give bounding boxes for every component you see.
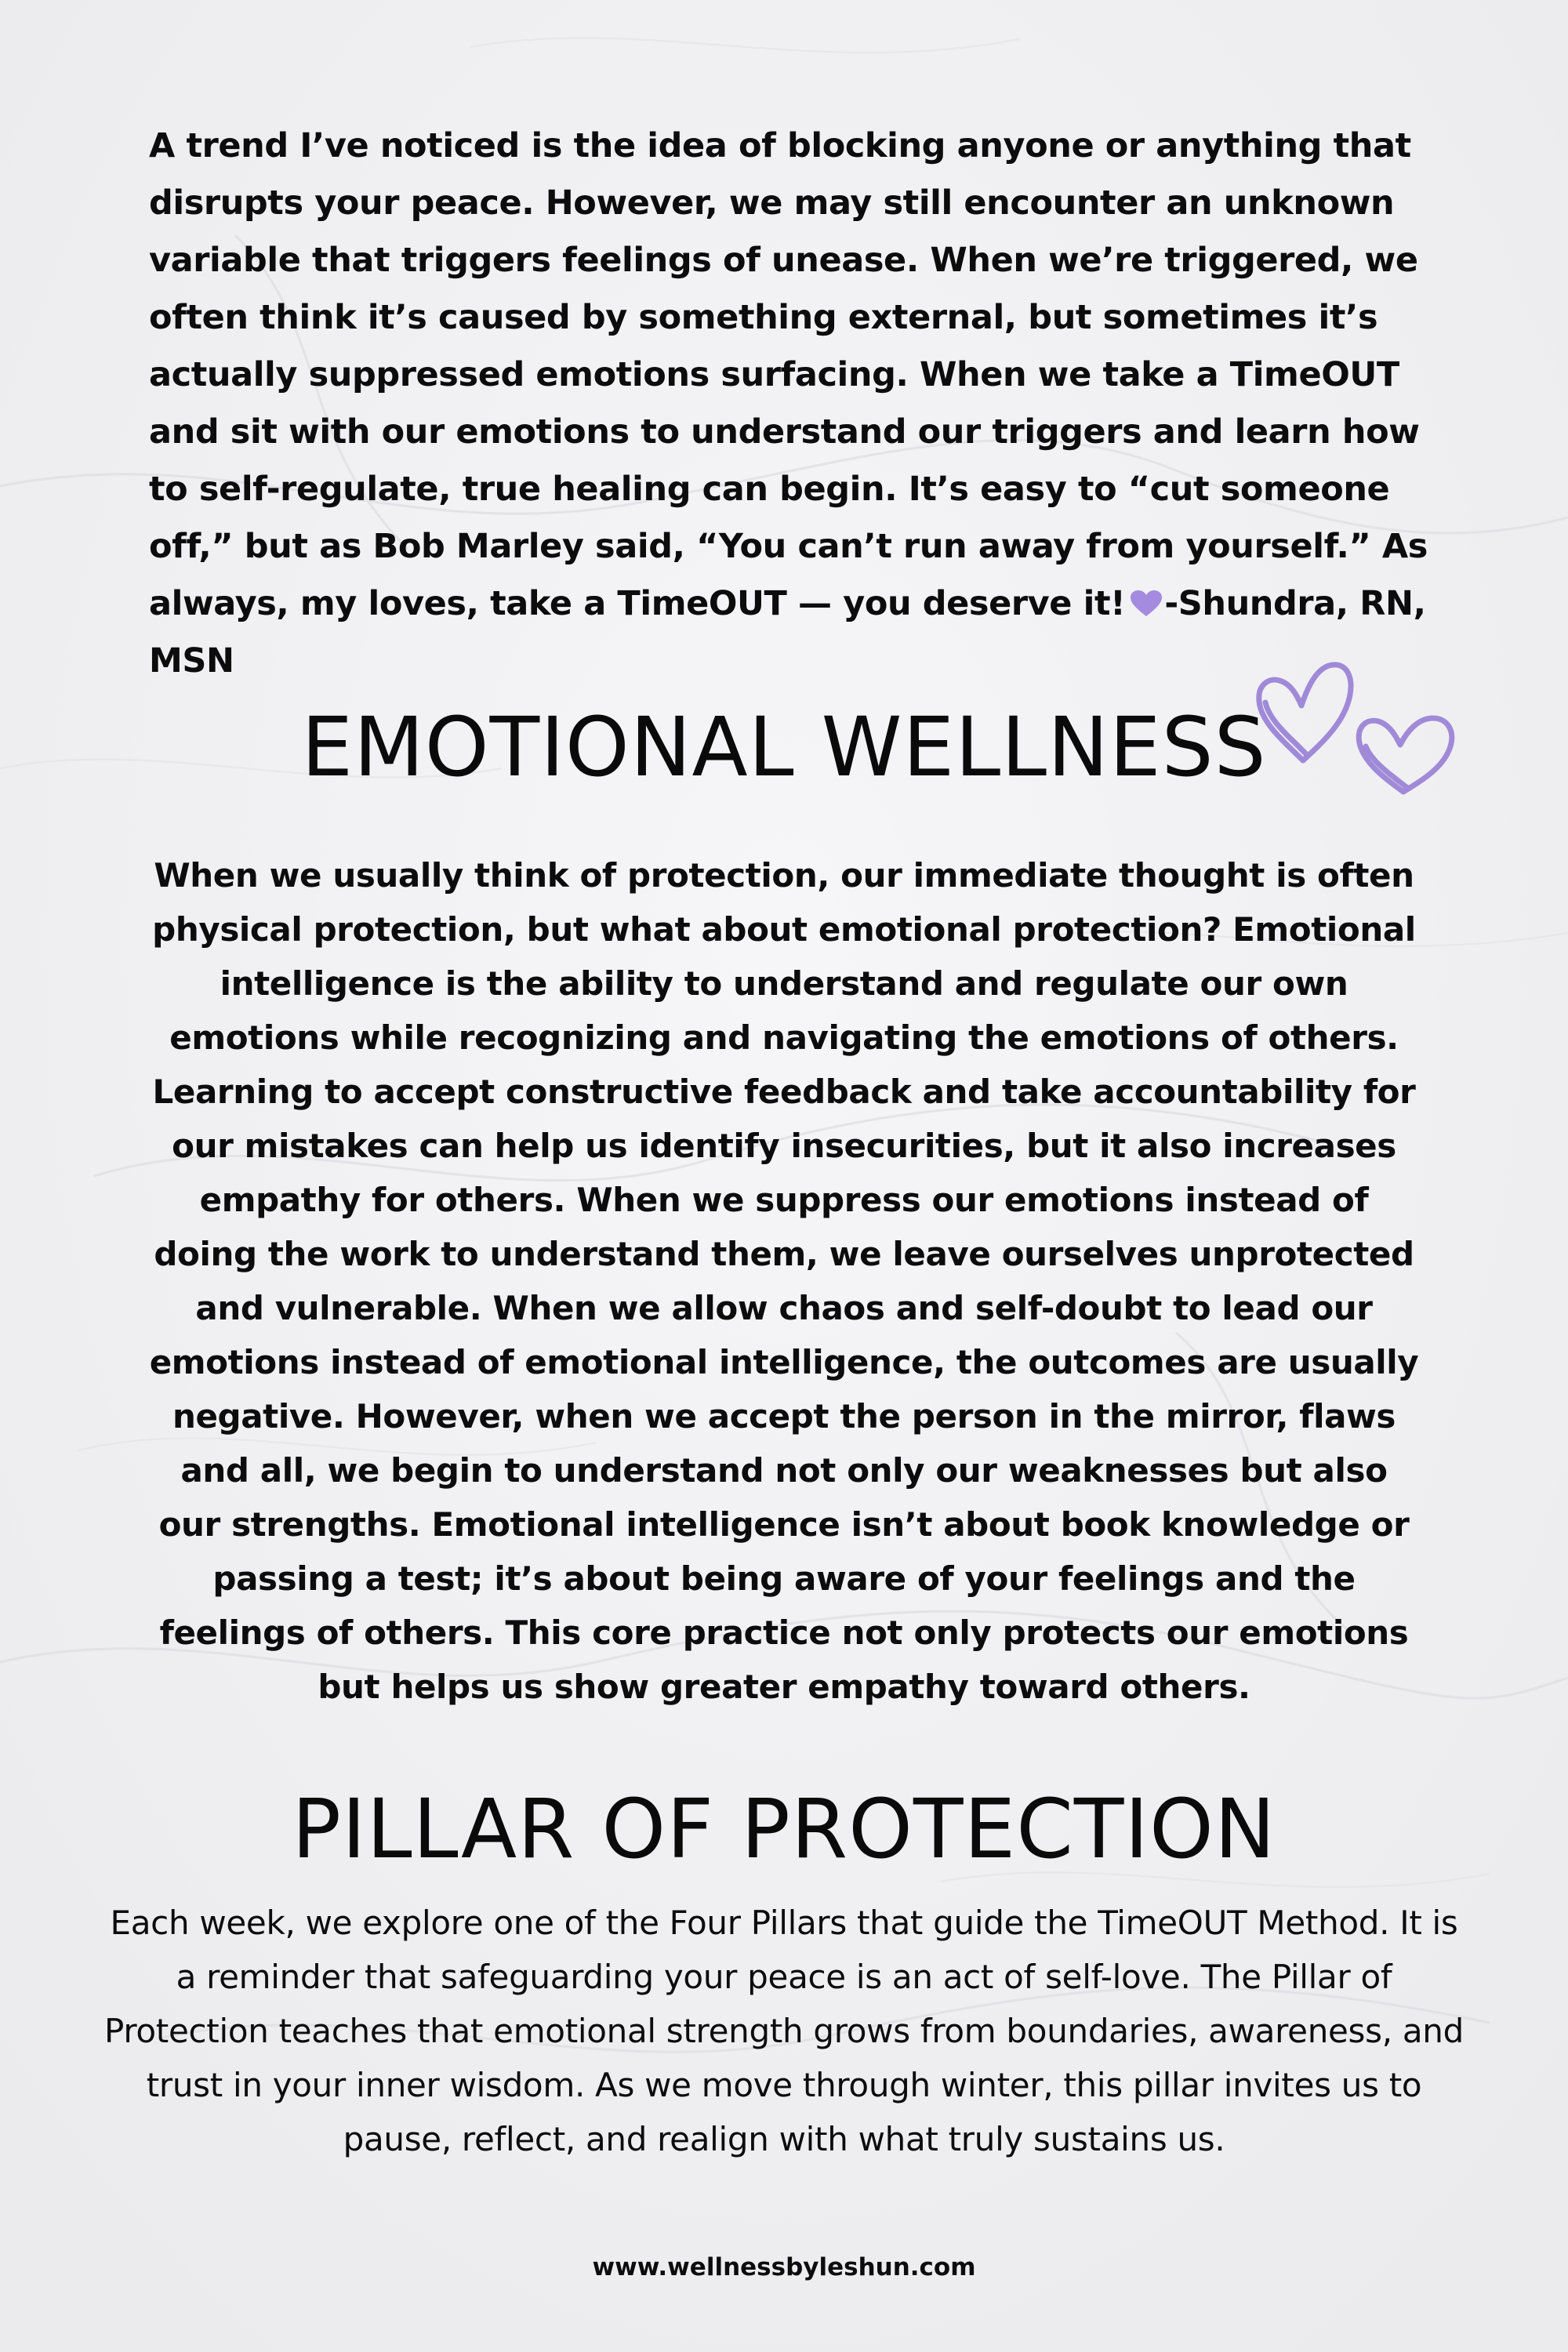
footer-website-url: www.wellnessbyleshun.com [592,2253,976,2281]
intro-paragraph [149,118,1443,690]
purple-heart-icon [1130,590,1163,618]
intro-signature: -Shundra, RN, MSN [149,584,1426,681]
pillar-of-protection-body: Each week, we explore one of the Four Pillars that guide the TimeOUT Method. It is a reminder that safeguarding your peace is an act of self-love. The Pillar of Protection teaches that emotional strength grows from boundaries, awareness, and trust in your inner wisdom. As we move through winter, this pillar invites us to pause, reflect, and realign with what truly sustains us. [104,1904,1464,2158]
intro-text: A trend I’ve noticed is the idea of blocking anyone or anything that disrupts your peace. However, we may still encounter an unknown variable that triggers feelings of unease. When we’re triggered, we often think it’s caused by something external, but sometimes it’s actually suppressed emotions surfacing. When we take a TimeOUT and sit with our emotions to understand our triggers and learn how to self-regulate, true healing can begin. It’s easy to “cut someone off,” but as Bob Marley said, “You can’t run away from yourself.” As always, my loves, take a TimeOUT — you deserve it! [149,126,1428,623]
pillar-of-protection-heading: PILLAR OF PROTECTION [292,1781,1276,1877]
hearts-doodle-icon [1247,651,1474,808]
emotional-wellness-heading: EMOTIONAL WELLNESS [301,699,1267,795]
emotional-wellness-body: When we usually think of protection, our immediate thought is often physical protection, but what about emotional protection? Emotional intelligence is the ability to understand and regulate our own emotions while recognizing and navigating the emotions of others. Learning to accept constructive feedback and take accountability for our mistakes can help us identify insecurities, but it also increases empathy for others. When we suppress our emotions instead of doing the work to understand them, we leave ourselves unprotected and vulnerable. When we allow chaos and self-doubt to lead our emotions instead of emotional intelligence, the outcomes are usually negative. However, when we accept the person in the mirror, flaws and all, we begin to understand not only our weaknesses but also our strengths. Emotional intelligence isn’t about book knowledge or passing a test; it’s about being aware of your feelings and the feelings of others. This core practice not only protects our emotions but helps us show greater empathy toward others. [149,856,1419,1706]
